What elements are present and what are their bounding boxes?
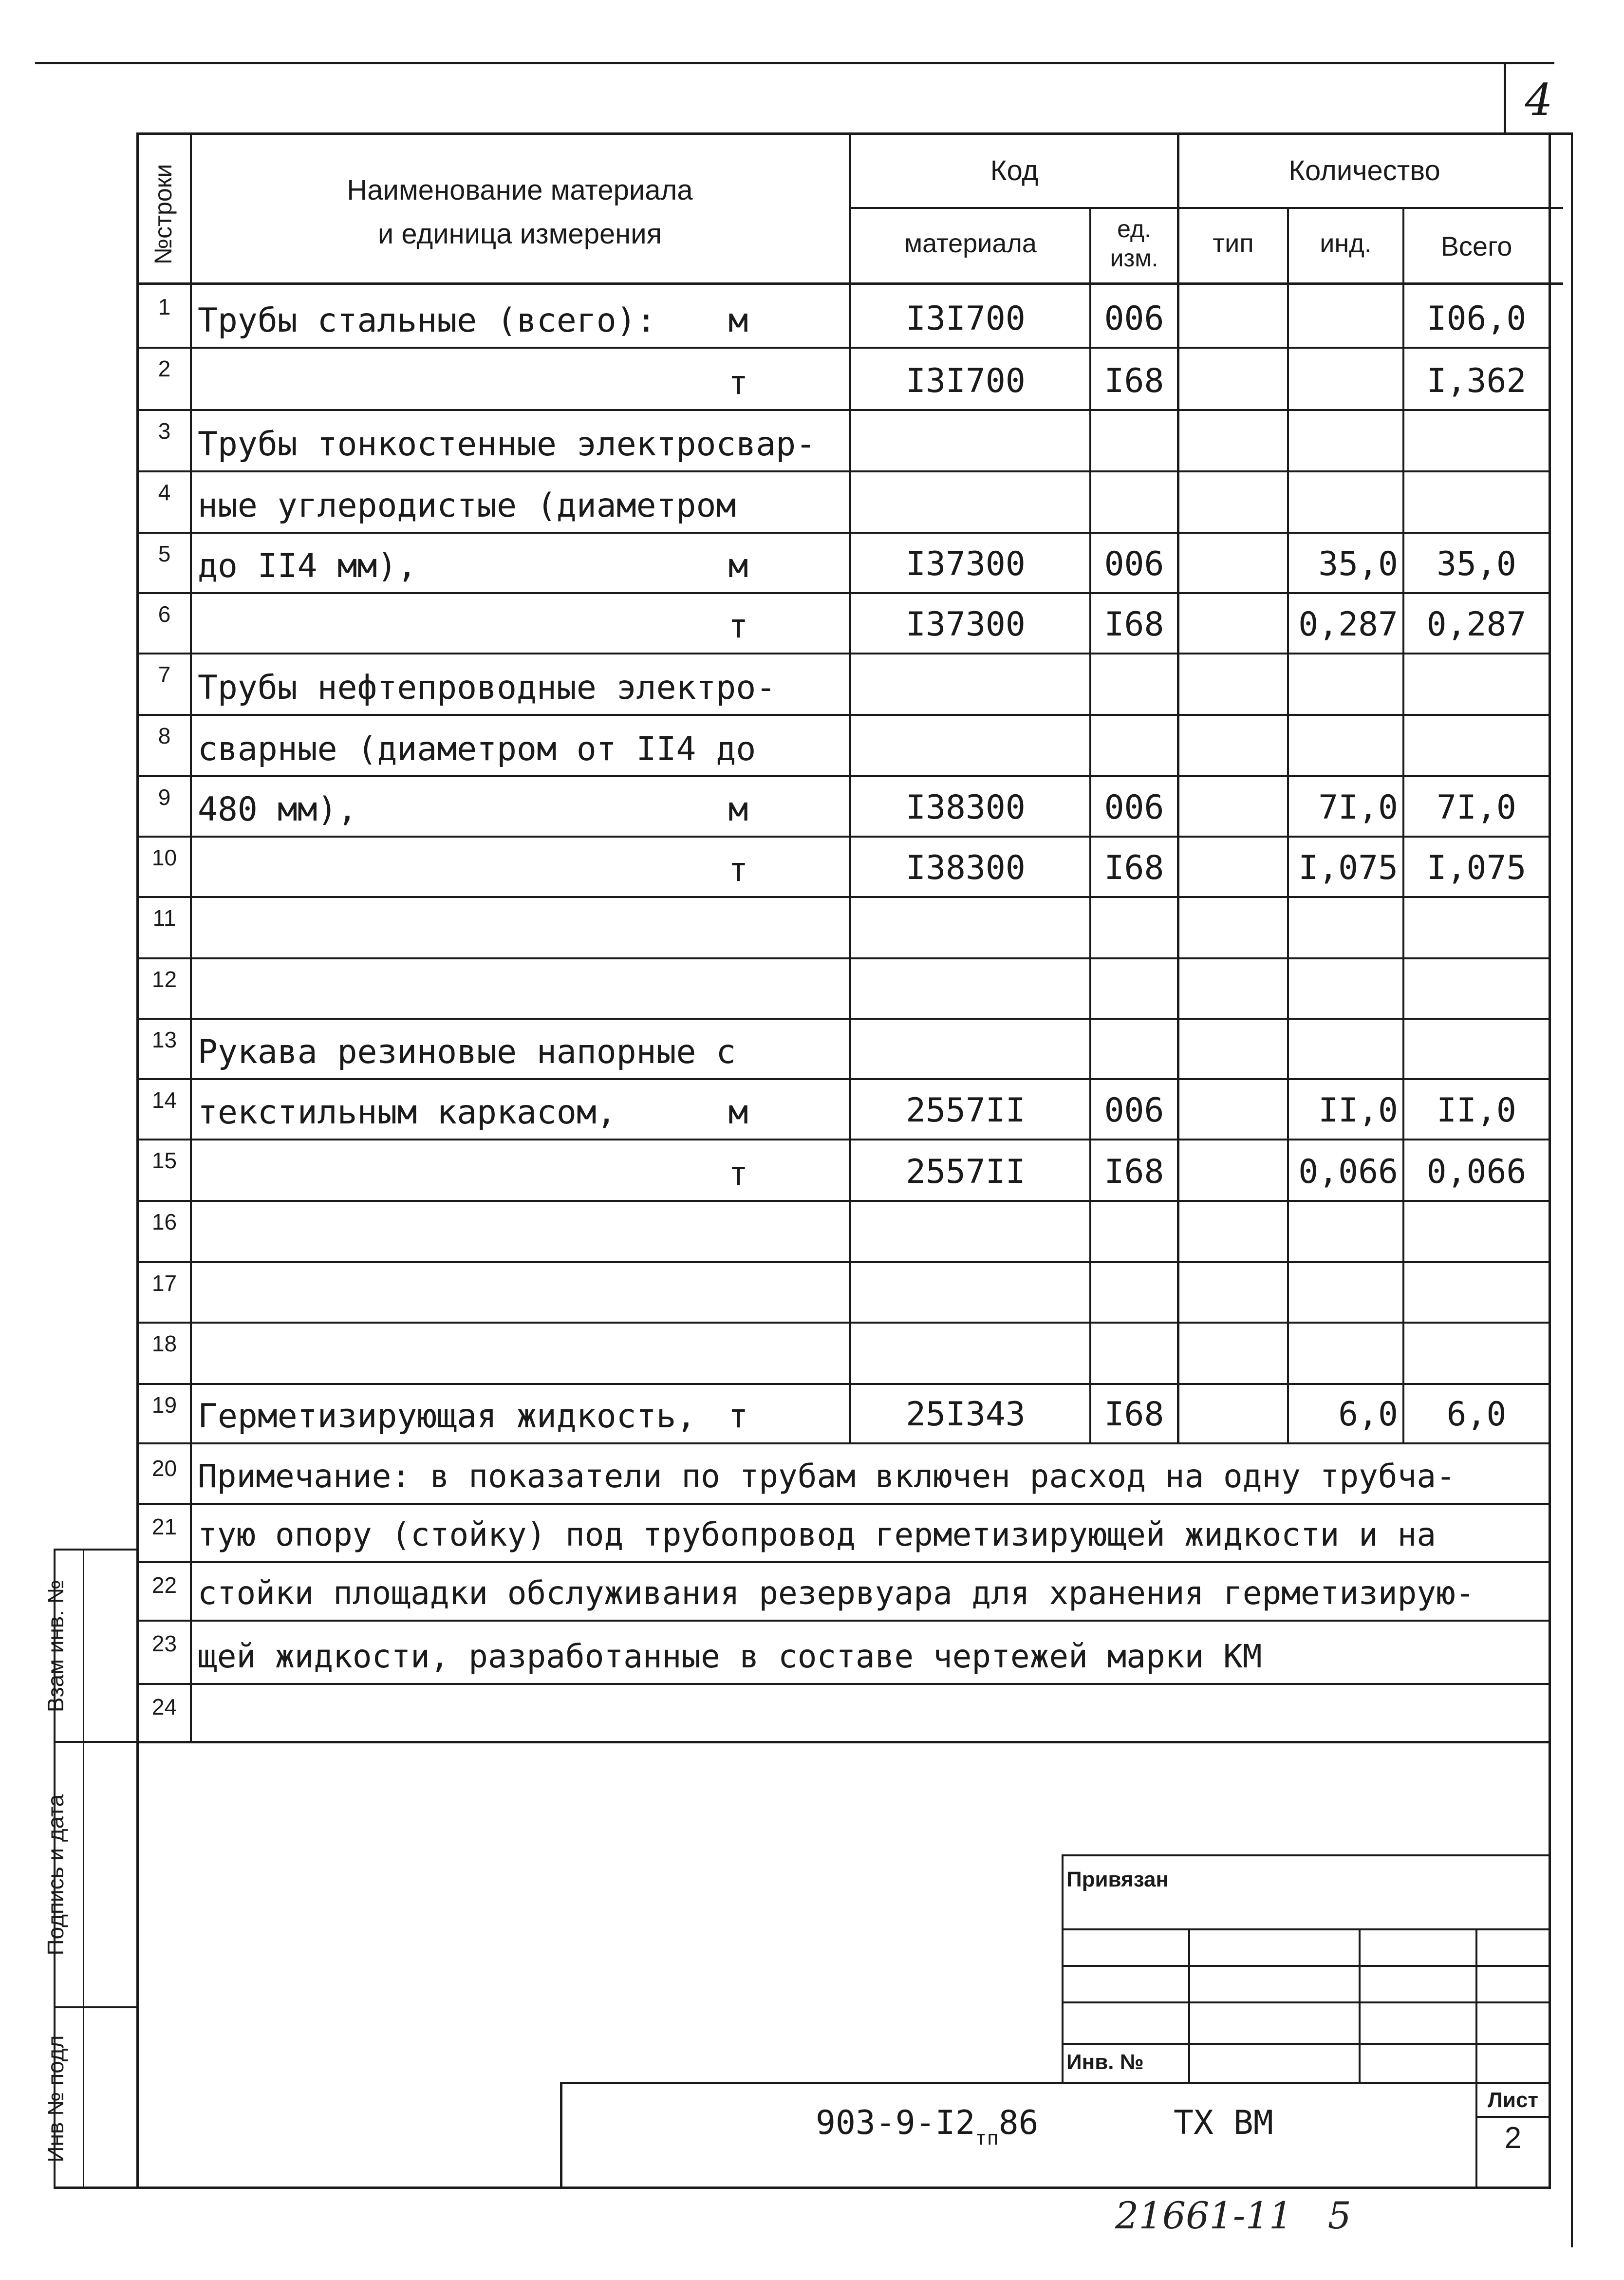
material-name: текстильным каркасом, [198,1093,616,1132]
qty-type [1179,653,1287,714]
qty-individual: 0,066 [1298,1153,1398,1191]
material-name: 480 мм), [198,790,357,829]
unit-letter [672,714,799,775]
header-row-no: №строки [149,164,177,265]
qty-type [1179,470,1287,532]
qty-total [1404,409,1549,470]
qty-type [1179,896,1287,957]
qty-individual [1289,1200,1400,1261]
qty-total [1404,896,1549,957]
row-number: 8 [158,723,171,748]
doc-code-sub: тп [975,2127,999,2149]
unit-code: 006 [1104,788,1164,827]
note-row-number: 23 [151,1631,177,1656]
unit-code: I68 [1104,362,1164,400]
qty-individual: 0,287 [1298,605,1398,644]
header-code: Код [990,154,1039,187]
row-number: 17 [151,1271,177,1296]
qty-individual [1289,1018,1400,1078]
qty-type [1179,775,1287,836]
qty-individual: 6,0 [1338,1395,1398,1434]
note-row-number: 22 [151,1572,177,1598]
row-number: 4 [158,480,171,505]
qty-type [1179,1261,1287,1322]
table-top-border [136,132,1573,135]
qty-type [1179,592,1287,653]
qty-total [1404,653,1549,714]
unit-letter: т [728,1397,748,1436]
row-number: 2 [158,356,171,381]
unit-letter: м [728,301,748,340]
material-name [192,1200,752,1261]
stamp-inv-no: Инв. № [1066,2050,1144,2074]
qty-individual [1289,653,1400,714]
row-number: 1 [158,294,171,319]
stamp-line-2 [1062,1965,1551,1967]
unit-code [1091,896,1177,957]
row-number: 19 [151,1392,177,1418]
stamp-col-1 [1188,1928,1190,2083]
material-name [192,592,752,653]
header-type: тип [1213,229,1254,258]
stamp-line-1 [1062,1928,1551,1930]
row-number: 6 [158,601,171,627]
qty-type [1179,1200,1287,1261]
row-number: 14 [151,1087,177,1113]
unit-letter: т [728,364,748,402]
qty-individual [1289,957,1400,1018]
material-code [851,409,1080,470]
unit-code [1091,1018,1177,1078]
row-number: 12 [151,967,177,992]
side-label-vzam: Взам инв. № [43,1579,68,1713]
row-number: 10 [151,845,177,870]
unit-letter: м [728,547,748,585]
material-code [851,653,1080,714]
qty-individual [1289,896,1400,957]
material-code: I38300 [906,849,1026,887]
unit-letter [672,896,799,957]
qty-individual [1289,1322,1400,1383]
qty-total: I06,0 [1426,299,1527,338]
unit-letter [672,1261,799,1322]
qty-total [1404,1018,1549,1078]
qty-total: 0,066 [1426,1153,1527,1191]
stamp-privyazan: Привязан [1066,1868,1169,1891]
unit-code: I68 [1104,605,1164,644]
qty-total: 0,287 [1426,605,1527,644]
material-code: 2557II [906,1091,1026,1130]
page-bottom-line [54,2187,1551,2189]
unit-code [1091,1261,1177,1322]
unit-letter [672,470,799,532]
note-text: Примечание: в показатели по трубам включен расход на одну трубча- [198,1458,1456,1495]
material-name [192,1322,752,1383]
material-name [192,896,752,957]
qty-total [1404,470,1549,532]
material-code [851,1200,1080,1261]
handwritten-footer: 21661-11 5 [1115,2194,1351,2237]
material-code [851,957,1080,1018]
qty-total: II,0 [1437,1091,1516,1130]
material-code: 2557II [906,1153,1026,1191]
material-code: I3I700 [906,299,1026,338]
row-number: 9 [158,785,171,810]
qty-individual [1289,347,1400,409]
note-text: стойки площадки обслуживания резервуара для хранения герметизирую- [198,1574,1475,1612]
material-name [192,1139,752,1200]
header-unit-line1: ед. [1117,215,1151,243]
title-box-left [560,2082,562,2189]
unit-letter: т [728,851,748,889]
sheet-label: Лист [1488,2088,1538,2112]
sheet-label-line [1475,2116,1551,2118]
row-number: 13 [151,1027,177,1052]
unit-code: 006 [1104,299,1164,338]
header-quantity: Количество [1288,154,1440,187]
qty-total [1404,1200,1549,1261]
unit-code: I68 [1104,1395,1164,1434]
doc-mark: ТХ ВМ [1174,2104,1273,2142]
header-name-line2: и единица измерения [377,218,662,250]
row-number: 5 [158,541,171,566]
material-code: 25I343 [906,1395,1026,1434]
unit-code: 006 [1104,1091,1164,1130]
row-number: 3 [158,418,171,444]
qty-individual: I,075 [1298,849,1398,887]
header-unit-line2: изм. [1110,244,1158,272]
header-name-line1: Наименование материала [347,174,693,206]
unit-code [1091,1322,1177,1383]
note-text: тую опору (стойку) под трубопровод герметизирующей жидкости и на [198,1516,1437,1553]
material-name: Трубы стальные (всего): [198,301,656,340]
qty-total: I,075 [1426,849,1527,887]
unit-code: 006 [1104,545,1164,583]
material-name: до II4 мм), [198,547,417,585]
material-code: I38300 [906,788,1026,827]
material-code: I3I700 [906,362,1026,400]
note-text: щей жидкости, разработанные в составе чертежей марки КМ [198,1638,1262,1675]
unit-code [1091,957,1177,1018]
qty-type [1179,714,1287,775]
unit-letter: т [728,1155,748,1193]
row-number: 15 [151,1148,177,1173]
material-code [851,1018,1080,1078]
unit-letter [672,409,799,470]
material-name: сварные (диаметром от II4 до [198,730,756,768]
unit-letter [672,1018,799,1078]
page-number-box-left [1504,62,1506,135]
qty-total: 7I,0 [1437,788,1516,827]
unit-letter: т [728,607,748,646]
doc-code [816,2104,1039,2152]
doc-code-year: 86 [998,2104,1039,2142]
qty-total [1404,1322,1549,1383]
table-bottom-line [136,1741,1551,1743]
qty-total: 6,0 [1446,1395,1507,1434]
qty-individual [1289,714,1400,775]
qty-total: 35,0 [1437,545,1516,583]
material-name [192,957,752,1018]
qty-type [1179,1383,1287,1442]
material-name [192,836,752,896]
qty-total: I,362 [1426,362,1527,400]
unit-code [1091,470,1177,532]
material-code [851,896,1080,957]
side-label-podpis: Подпись и дата [43,1794,68,1956]
doc-code-main: 903-9-I2 [816,2104,975,2142]
note-text [192,1683,1546,1741]
row-number: 18 [151,1331,177,1356]
right-border-line [1571,134,1573,2247]
unit-letter: м [728,1093,748,1132]
header-material: материала [904,229,1037,258]
qty-individual [1289,1261,1400,1322]
side-divider-1 [54,1741,139,1743]
side-inner-line [83,1549,84,2189]
qty-type [1179,1018,1287,1078]
note-row-number: 24 [151,1694,177,1719]
qty-individual [1289,409,1400,470]
side-divider-2 [54,2006,139,2008]
qty-type [1179,347,1287,409]
unit-letter [672,1200,799,1261]
qty-individual [1289,470,1400,532]
qty-type [1179,1078,1287,1139]
material-name: ные углеродистые (диаметром [198,486,736,525]
row-number: 11 [152,905,176,931]
title-box-top [560,2082,1551,2084]
top-border-line [35,62,1554,64]
qty-individual: 7I,0 [1318,788,1398,827]
unit-letter [672,1322,799,1383]
page-number: 4 [1525,74,1553,126]
qty-total [1404,1261,1549,1322]
side-label-inv: Инв № подл [43,2035,68,2163]
stamp-line-3 [1062,2001,1551,2003]
qty-type [1179,836,1287,896]
qty-type [1179,1322,1287,1383]
material-code: I37300 [906,545,1026,583]
sheet-value: 2 [1504,2121,1522,2155]
unit-code [1091,1200,1177,1261]
row-number: 7 [158,662,171,687]
material-name: Трубы тонкостенные электросвар- [198,425,816,464]
unit-letter: м [728,790,748,829]
stamp-left-line [1062,1854,1064,2083]
material-name [192,1261,752,1322]
material-name: Трубы нефтепроводные электро- [198,669,776,707]
note-row-number: 20 [151,1456,177,1481]
qty-type [1179,409,1287,470]
qty-total [1404,957,1549,1018]
unit-code [1091,409,1177,470]
material-code [851,714,1080,775]
unit-code: I68 [1104,849,1164,887]
material-code: I37300 [906,605,1026,644]
qty-type [1179,532,1287,592]
qty-individual [1289,285,1400,347]
side-strip-top [54,1549,139,1551]
unit-letter [672,653,799,714]
material-code [851,470,1080,532]
col-line-right [1549,132,1551,1742]
stamp-top-line [1062,1854,1551,1856]
row-number: 16 [151,1209,177,1234]
unit-letter [672,957,799,1018]
qty-type [1179,285,1287,347]
material-name: Герметизирующая жидкость, [198,1397,696,1436]
material-name [192,347,752,409]
qty-type [1179,957,1287,1018]
material-code [851,1261,1080,1322]
material-name: Рукава резиновые напорные с [198,1033,736,1071]
qty-type [1179,1139,1287,1200]
qty-individual: II,0 [1318,1091,1398,1130]
header-individual: инд. [1320,229,1372,258]
stamp-col-2 [1359,1928,1361,2083]
unit-code [1091,653,1177,714]
material-code [851,1322,1080,1383]
header-total: Всего [1440,230,1512,262]
qty-individual: 35,0 [1318,545,1398,583]
qty-total [1404,714,1549,775]
unit-code: I68 [1104,1153,1164,1191]
unit-code [1091,714,1177,775]
note-row-number: 21 [151,1514,177,1539]
header-mid-line [849,207,1563,209]
